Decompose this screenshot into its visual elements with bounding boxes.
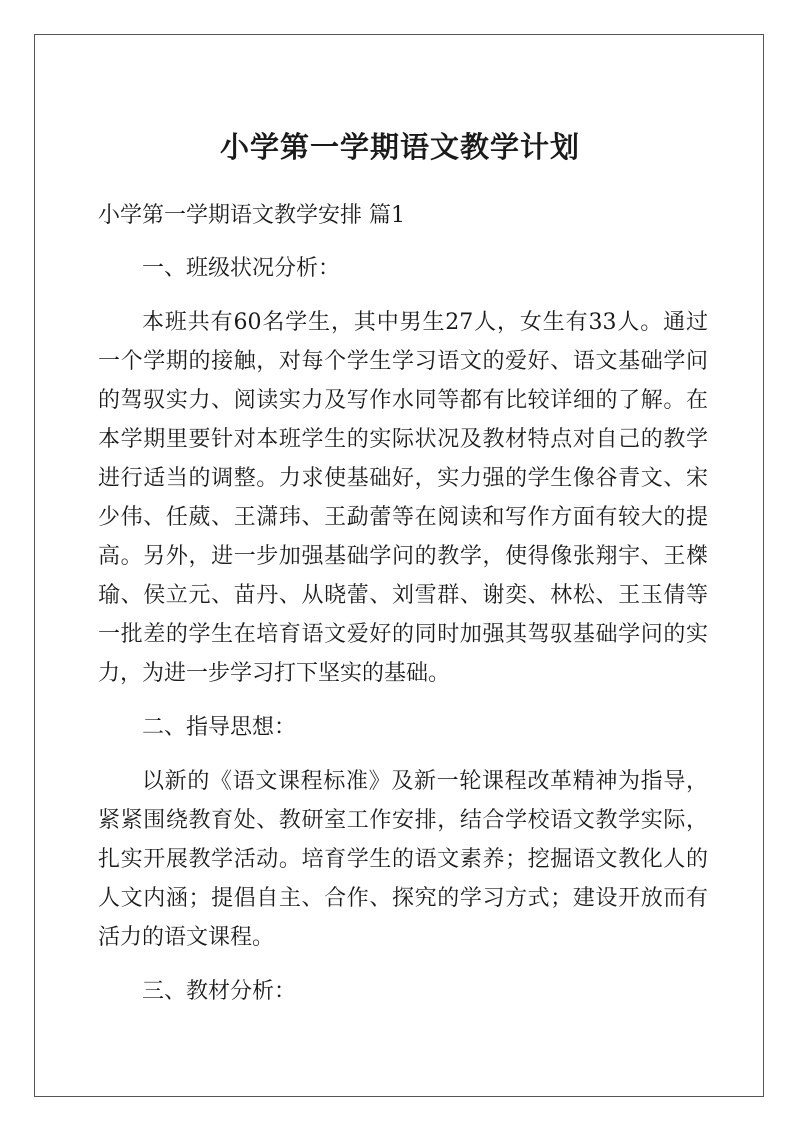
- document-title: 小学第一学期语文教学计划: [219, 130, 580, 164]
- document-subtitle: 小学第一学期语文教学安排 篇1: [98, 203, 405, 228]
- section-heading-textbook-analysis: 三、教材分析：: [142, 979, 297, 1004]
- section-heading-guiding-idea: 二、指导思想：: [142, 715, 297, 740]
- section-body-class-analysis: 本班共有60名学生，其中男生27人，女生有33人。通过一个学期的接触，对每个学生学习语文的爱好、语文基础学问的驾驭实力、阅读实力及写作水同等都有比较详细的了解。在本学期里要针对本班学生的实际状况及教材特点对自己的教学进行适当的调整。力求使基础好，实力强的学生像谷青文、宋少伟、任葳、王潇玮、王勐蕾等在阅读和写作方面有较大的提高。另外，进一步加强基础学问的教学，使得像张翔宇、王榤瑜、侯立元、苗丹、从晓蕾、刘雪群、谢奕、林松、王玉倩等一批差的学生在培育语文爱好的同时加强其驾驭基础学问的实力，为进一步学习打下坚实的基础。: [98, 310, 708, 686]
- section-heading-class-analysis: 一、班级状况分析：: [142, 256, 341, 281]
- document-body: [98, 196, 708, 1026]
- section-body-guiding-idea: 以新的《语文课程标准》及新一轮课程改革精神为指导，紧紧围绕教育处、教研室工作安排，结合学校语文教学实际，扎实开展教学活动。培育学生的语文素养；挖掘语文教化人的人文内涵；提倡自主、合作、探究的学习方式；建设开放而有活力的语文课程。: [98, 769, 708, 950]
